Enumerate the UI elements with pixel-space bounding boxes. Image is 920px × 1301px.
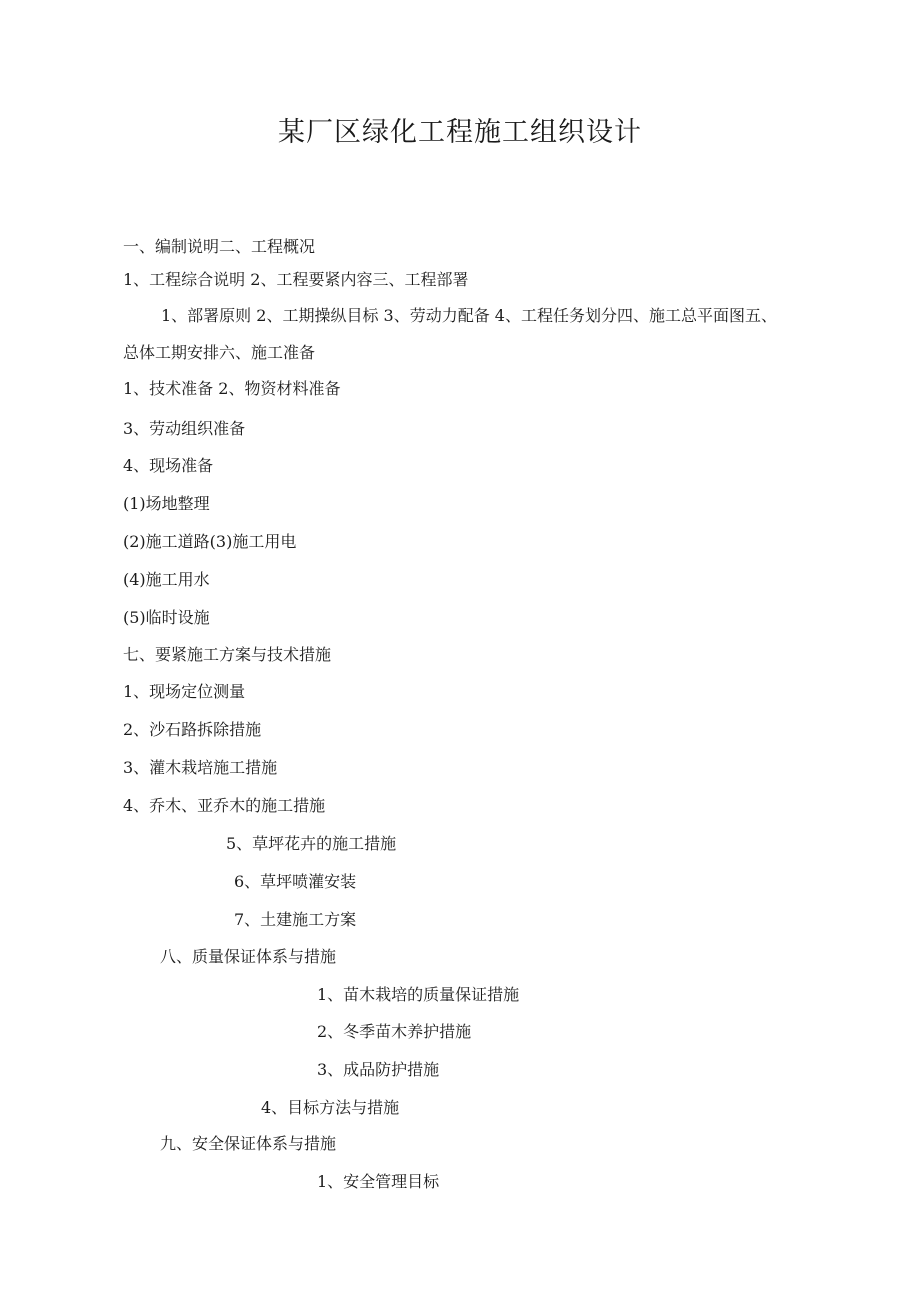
toc-line: 2、冬季苗木养护措施: [317, 1022, 472, 1041]
toc-line: (2)施工道路(3)施工用电: [123, 532, 297, 551]
toc-line: 3、劳动组织准备: [123, 419, 246, 438]
toc-line: 6、草坪喷灌安装: [234, 872, 357, 891]
toc-line: 八、质量保证体系与措施: [160, 947, 337, 966]
document-title: 某厂区绿化工程施工组织设计: [278, 117, 642, 148]
toc-line: 九、安全保证体系与措施: [160, 1134, 337, 1153]
toc-line: 1、安全管理目标: [317, 1172, 440, 1191]
toc-line: 5、草坪花卉的施工措施: [226, 834, 397, 853]
toc-line: (4)施工用水: [123, 570, 210, 589]
toc-line: 4、乔木、亚乔木的施工措施: [123, 796, 326, 815]
toc-line: 总体工期安排六、施工准备: [123, 343, 316, 362]
toc-line: 1、工程综合说明 2、工程要紧内容三、工程部署: [123, 270, 469, 289]
toc-line: 1、苗木栽培的质量保证措施: [317, 985, 520, 1004]
toc-line: 3、灌木栽培施工措施: [123, 758, 278, 777]
toc-line: 3、成品防护措施: [317, 1060, 440, 1079]
toc-line: 2、沙石路拆除措施: [123, 720, 262, 739]
toc-line: 4、现场准备: [123, 456, 214, 475]
toc-line: 1、部署原则 2、工期操纵目标 3、劳动力配备 4、工程任务划分四、施工总平面图五、: [161, 306, 777, 325]
toc-line: (1)场地整理: [123, 494, 210, 513]
toc-line: (5)临时设施: [123, 608, 210, 627]
toc-line: 七、要紧施工方案与技术措施: [123, 645, 332, 664]
toc-line: 7、土建施工方案: [234, 910, 357, 929]
toc-line: 1、现场定位测量: [123, 682, 246, 701]
toc-line: 4、目标方法与措施: [261, 1098, 400, 1117]
toc-line: 1、技术准备 2、物资材料准备: [123, 379, 341, 398]
toc-line: 一、编制说明二、工程概况: [123, 237, 316, 256]
